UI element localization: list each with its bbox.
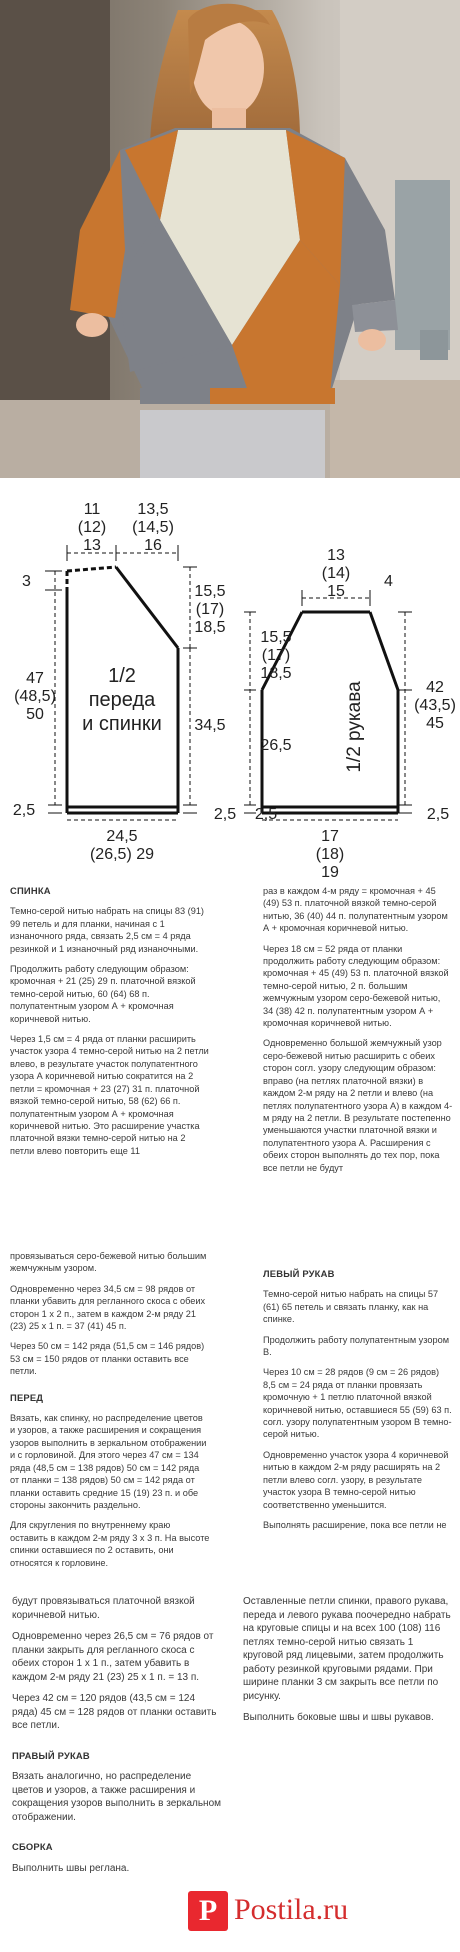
sl-bottom-w-3: 19 [321,864,339,880]
sl-raglan-h-2: (17) [261,647,291,664]
fb-raglan-h-1: 15,5 [194,583,226,600]
fb-band-left: 2,5 [12,802,36,819]
levyi-paragraph-2: Продолжить работу полупатентным узором В. [263,1334,450,1358]
sl-title: 1/2 рукава [344,681,365,773]
sl-top-w-1: 13 [327,547,345,564]
sl-top-w-2: (14) [321,565,351,582]
sl-total-h-2: (43,5) [414,697,456,714]
pravyi-paragraph-1: Вязать аналогично, но распределение цветов и узоров, а также расширения и сокращения узоров выполнить в зеркальном отображении. [12,1771,222,1823]
levyi-heading: ЛЕВЫЙ РУКАВ [263,1268,335,1279]
levyi-paragraph-3: Через 10 см = 28 рядов (9 см = 26 рядов) 8,5 см = 24 ряда от планки провязать кромочную + 1 петлю платочной вязкой коричневой нитью, оставшиеся 55 (59) 63 п. согл. узору полупатентным узором В темно-серой нитью. [263,1367,452,1440]
spinka-paragraph-2: Продолжить работу следующим образом: кромочная + 21 (25) 29 п. платочной вязкой темно-серой нитью, 60 (64) 68 п. полупатентным узором А + кромочная коричневой нитью. [10,964,196,1024]
fb-raglan-h-3: 18,5 [194,619,226,636]
b-paragraph-1: провязываться серо-бежевой нитью большим жемчужным узором. [10,1251,207,1274]
sl-side-h: 26,5 [260,737,292,754]
c-paragraph-3: Через 42 см = 120 рядов (43,5 см = 124 ряда) 45 см = 128 рядов от планки оставить все петли. [12,1693,217,1731]
fb-title-2: переда [88,689,156,711]
perod-heading: ПЕРЕД [10,1391,44,1403]
sl-bottom-w-1: 17 [321,828,339,845]
fb-title-1: 1/2 [108,665,136,687]
sl-total-h-1: 42 [426,679,444,696]
sl-top-small: 4 [384,573,393,590]
fb-top-right-w-2: (14,5) [132,519,174,536]
spinka-paragraph-3: Через 1,5 см = 4 ряда от планки расширить участок узора 4 темно-серой нитью на 2 петли влево, в результате участок полупатентного узора А коричневой нитью сократится на 2 петли = кромочная + 23 (27) 31 п. платочной вязкой темно-серой нитью, 58 (62) 66 п. полупатентным узором А + кромочная коричневой нитью. Это расширение участка платочной вязки темно-серой нитью на 2 петли влево повторить еще 11 [10,1034,209,1156]
spinka-heading: СПИНКА [10,885,51,896]
sweater-photo [0,0,460,478]
c2-paragraph-1: Оставленные петли спинки, правого рукава, переда и левого рукава поочередно набрать на круговые спицы и на всех 100 (108) 116 петлях темно-серой нитью связать 1 круговой ряд лицевыми, затем продолжить работу резинкой круговыми рядами. При ширине планки 3 см закрыть все петли по рисунку. [243,1596,451,1702]
col2-paragraph-3: Одновременно большой жемчужный узор серо-бежевой нитью расширить с обеих сторон согл. узору следующим образом: вправо (на петлях платочной вязки) в каждом 2-м ряду на 2 петли и влево (на петлях полупатентного узора А) в каждом 4-м ряду на 2 петли. В результате постепенно уменьшаются участки платочной вязки и полупатентного узора А. Расширения с обеих сторон выполнять до тех пор, пока все петли не будут [263,1038,453,1173]
col-b-right [263,1268,453,1539]
c-paragraph-2: Одновременно через 26,5 см = 76 рядов от планки закрыть для регланного скоса с обеих сторон 1 х 1 п., затем убавить в каждом 2-м ряду 21 (23) 25 х 1 п. = 13 п. [12,1631,214,1683]
fb-top-left-w-2: (12) [77,519,107,536]
spinka-paragraph-1: Темно-серой нитью набрать на спицы 83 (91) 99 петель и для планки, начиная с 1 изнаночного ряда, связать 2,5 см = 4 ряда резинкой и 1 изнаночный ряд изнаночными. [10,906,204,954]
sl-raglan-h-1: 15,5 [260,629,292,646]
fb-total-h-2: (48,5) [14,688,56,705]
sborka-heading: СБОРКА [12,1841,53,1852]
fb-side-h: 34,5 [194,717,226,734]
sl-band-right: 2,5 [426,806,450,823]
fb-top-right-w-1: 13,5 [137,501,169,518]
levyi-paragraph-1: Темно-серой нитью набрать на спицы 57 (61) 65 петель и связать планку, как на спинке. [263,1289,439,1325]
fb-total-h-1: 47 [26,670,44,687]
fb-total-h-3: 50 [26,706,44,723]
col2-paragraph-1: раз в каждом 4-м ряду = кромочная + 45 (49) 53 п. платочной вязкой темно-серой нитью, 36 (40) 44 п. полупатентным узором А + кромочная коричневой нитью. [263,886,448,934]
perod-paragraph-2: Для скругления по внутреннему краю оставить в каждом 2-м ряду 3 х 3 п. На высоте спинки оставшиеся по 2 оставить, они относятся к горловине. [10,1520,210,1568]
logo-letter: P [198,1894,218,1927]
fb-top-left-w-1: 11 [83,501,101,518]
perod-paragraph-1: Вязать, как спинку, но распределение цветов и узоров, а также расширения и сокращения узоров выполнить в зеркальном отображении и с горловиной. Для этого через 47 см = 134 ряда (48,5 см = 138 рядов) 50 см = 142 ряда от планки = 138 рядов) 50 см = 142 ряда от планки оставить средние 15 (19) 23 п. и обе стороны закончить раздельно. [10,1413,207,1510]
sl-bottom-w-2: (18) [315,846,345,863]
fb-raglan-h-2: (17) [195,601,225,618]
fb-top-left-w-3: 13 [83,537,101,554]
b-paragraph-2: Одновременно через 34,5 см = 98 рядов от планки убавить для регланного скоса с обеих сторон 1 х 2 п., затем в каждом 2-м ряду 21 (23) 25 х 1 п. = 37 (41) 45 п. [10,1283,206,1332]
sborka-paragraph-1: Выполнить швы реглана. [12,1862,130,1874]
col-b-left [10,1250,210,1577]
sl-band-left: 2,5 [254,806,278,823]
sleeve-piece [244,590,412,820]
fb-band-right: 2,5 [213,806,237,823]
fb-left-small: 3 [22,573,31,590]
sl-total-h-3: 45 [426,715,444,732]
c-paragraph-1: будут провязываться платочной вязкой коричневой нитью. [12,1596,195,1621]
fb-bottom-w-2: (26,5) 29 [89,846,155,863]
col-spinka-cont [263,885,453,1182]
c2-paragraph-2: Выполнить боковые швы и швы рукавов. [243,1712,434,1723]
postila-logo-icon [188,1891,228,1931]
col2-paragraph-2: Через 18 см = 52 ряда от планки продолжить работу следующим образом: кромочная + 45 (49) 53 п. платочной вязкой темно-серой нитью, 2 п. большим жемчужным узором серо-бежевой нитью, 34 (38) 42 п. полупатентным узором А + кромочная коричневой нитью. [263,943,449,1029]
fb-bottom-w-1: 24,5 [106,828,138,845]
col-c-left [12,1595,222,1883]
sl-top-w-3: 15 [327,583,345,600]
pattern-schematic [0,485,460,880]
fb-top-right-w-3: 16 [144,537,162,554]
sl-raglan-h-3: 18,5 [260,665,292,682]
fb-title-3: и спинки [82,713,162,735]
col-c-right [243,1595,451,1733]
pravyi-heading: ПРАВЫЙ РУКАВ [12,1749,90,1761]
levyi-paragraph-5: Выполнять расширение, пока все петли не [263,1519,447,1530]
site-name[interactable]: Postila.ru [234,1893,349,1926]
levyi-paragraph-4: Одновременно участок узора 4 коричневой нитью в каждом 2-м ряду расширять на 2 петли влево согл. узору, в результате участок узора В темно-серой нитью соответственно уменьшится. [263,1449,449,1510]
col-spinka [10,885,210,1165]
b-paragraph-3: Через 50 см = 142 ряда (51,5 см = 146 рядов) 53 см = 150 рядов от планки оставить все петли. [10,1341,205,1377]
footer [0,1877,460,1952]
